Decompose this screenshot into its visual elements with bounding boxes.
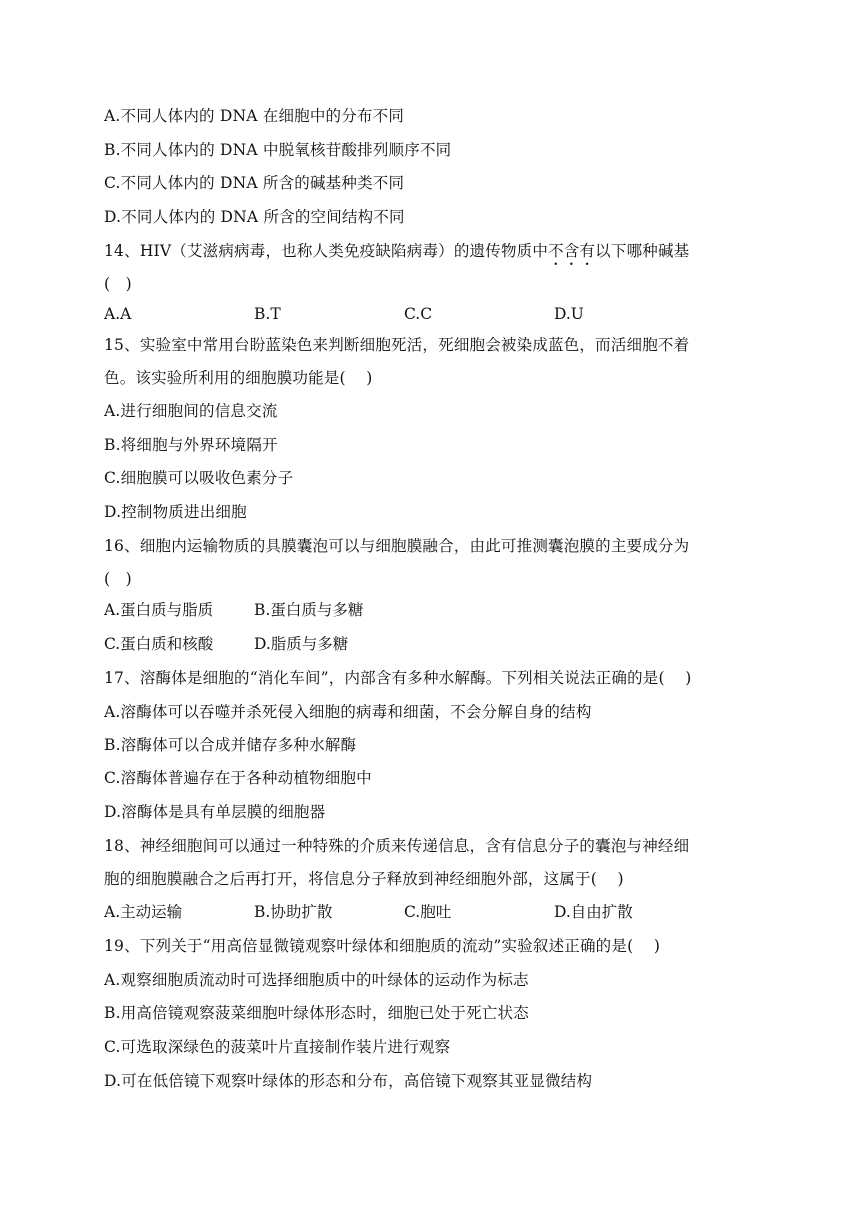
q19-stem: 19、下列关于“用高倍显微镜观察叶绿体和细胞质的流动”实验叙述正确的是( ) <box>104 937 661 955</box>
q18-option-b: B.协助扩散 <box>254 903 333 921</box>
q14-stem-emphasis: 不含有 <box>548 242 596 260</box>
q17-option-b: B.溶酶体可以合成并储存多种水解酶 <box>104 736 357 754</box>
q16-option-c: C.蛋白质和核酸 <box>104 635 214 653</box>
q13-option-a: A.不同人体内的 DNA 在细胞中的分布不同 <box>104 107 405 125</box>
q14-stem-after: 以下哪种碱基 <box>595 242 690 260</box>
q19-option-d: D.可在低倍镜下观察叶绿体的形态和分布，高倍镜下观察其亚显微结构 <box>104 1072 593 1090</box>
q14-option-d: D.U <box>554 305 584 323</box>
q15-option-d: D.控制物质进出细胞 <box>104 503 247 521</box>
q14-stem <box>104 240 689 269</box>
q14-answer-blank: ( ) <box>104 275 132 293</box>
q15-stem-line1: 15、实验室中常用台盼蓝染色来判断细胞死活，死细胞会被染成蓝色，而活细胞不着 <box>104 336 690 354</box>
q18-stem-line1: 18、神经细胞间可以通过一种特殊的介质来传递信息，含有信息分子的囊泡与神经细 <box>104 837 690 855</box>
q15-option-c: C.细胞膜可以吸收色素分子 <box>104 469 294 487</box>
q16-option-d: D.脂质与多糖 <box>254 635 349 653</box>
q18-option-d: D.自由扩散 <box>554 903 633 921</box>
q14-stem-before: 14、HIV（艾滋病病毒，也称人类免疫缺陷病毒）的遗传物质中 <box>104 242 549 260</box>
q13-option-d: D.不同人体内的 DNA 所含的空间结构不同 <box>104 208 405 226</box>
q14-option-c: C.C <box>404 305 433 323</box>
q17-option-a: A.溶酶体可以吞噬并杀死侵入细胞的病毒和细菌，不会分解自身的结构 <box>104 703 592 721</box>
q15-option-b: B.将细胞与外界环境隔开 <box>104 436 278 454</box>
q18-stem-line2: 胞的细胞膜融合之后再打开，将信息分子释放到神经细胞外部，这属于( ) <box>104 870 624 888</box>
q15-stem-line2: 色。该实验所利用的细胞膜功能是( ) <box>104 369 373 387</box>
q18-option-a: A.主动运输 <box>104 903 183 921</box>
q13-option-c: C.不同人体内的 DNA 所含的碱基种类不同 <box>104 174 405 192</box>
q13-option-b: B.不同人体内的 DNA 中脱氧核苷酸排列顺序不同 <box>104 141 452 159</box>
q19-option-c: C.可选取深绿色的菠菜叶片直接制作装片进行观察 <box>104 1038 451 1056</box>
q19-option-a: A.观察细胞质流动时可选择细胞质中的叶绿体的运动作为标志 <box>104 971 529 989</box>
q19-option-b: B.用高倍镜观察菠菜细胞叶绿体形态时，细胞已处于死亡状态 <box>104 1004 529 1022</box>
q14-option-a: A.A <box>104 305 132 323</box>
q15-option-a: A.进行细胞间的信息交流 <box>104 402 278 420</box>
q17-option-d: D.溶酶体是具有单层膜的细胞器 <box>104 803 326 821</box>
q14-option-b: B.T <box>254 305 281 323</box>
q16-answer-blank: ( ) <box>104 570 132 588</box>
q18-option-c: C.胞吐 <box>404 903 452 921</box>
q16-stem-line1: 16、细胞内运输物质的具膜囊泡可以与细胞膜融合，由此可推测囊泡膜的主要成分为 <box>104 537 690 555</box>
q17-stem: 17、溶酶体是细胞的“消化车间”，内部含有多种水解酶。下列相关说法正确的是( ) <box>104 669 692 687</box>
q16-option-b: B.蛋白质与多糖 <box>254 601 364 619</box>
q16-option-a: A.蛋白质与脂质 <box>104 601 214 619</box>
q17-option-c: C.溶酶体普遍存在于各种动植物细胞中 <box>104 769 372 787</box>
